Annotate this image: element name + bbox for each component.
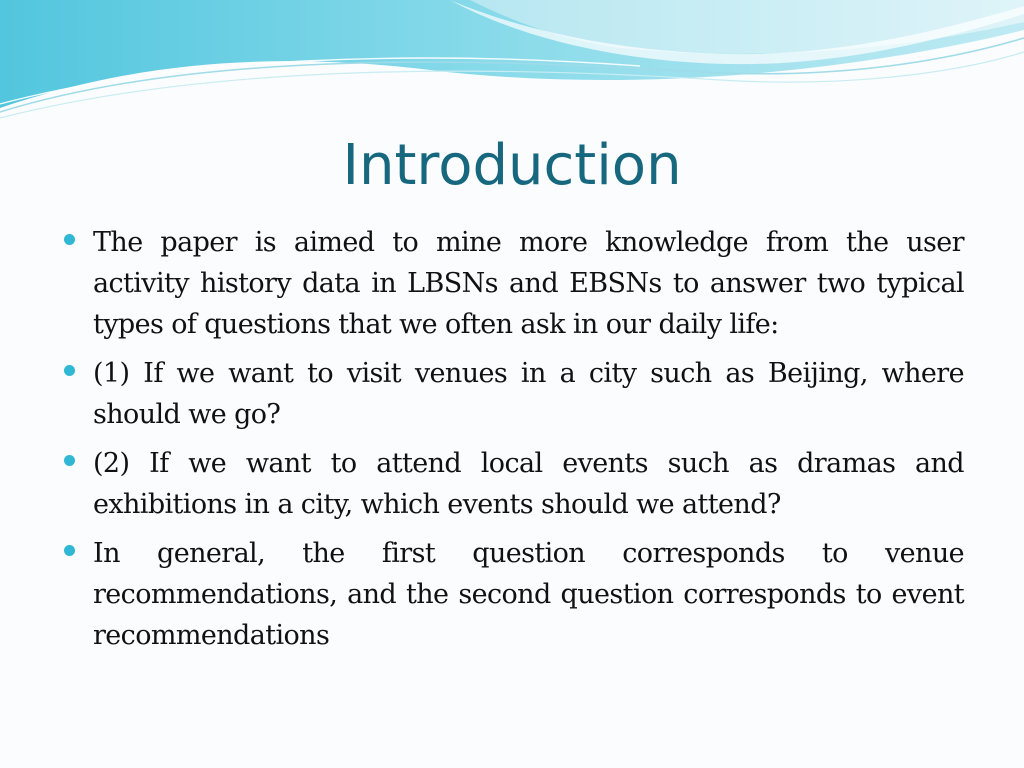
wave-header-decoration	[0, 0, 1024, 130]
bullet-item	[64, 222, 964, 345]
bullet-dot-icon	[64, 234, 75, 245]
bullet-text: (1) If we want to visit venues in a city such as Beijing, where should we go?	[93, 358, 964, 430]
bullet-item	[64, 443, 964, 525]
bullet-text: (2) If we want to attend local events such as dramas and exhibitions in a city, which events should we attend?	[93, 448, 964, 520]
bullet-item	[64, 353, 964, 435]
bullet-text: In general, the first question corresponds to venue recommendations, and the second question corresponds to event recommendations	[93, 538, 964, 651]
slide-title: Introduction	[342, 133, 682, 198]
bullet-text: The paper is aimed to mine more knowledge from the user activity history data in LBSNs and EBSNs to answer two typical types of questions that we often ask in our daily life:	[93, 227, 964, 340]
bullet-dot-icon	[64, 365, 75, 376]
bullet-list	[64, 222, 964, 664]
bullet-item	[64, 533, 964, 656]
bullet-dot-icon	[64, 545, 75, 556]
bullet-dot-icon	[64, 455, 75, 466]
